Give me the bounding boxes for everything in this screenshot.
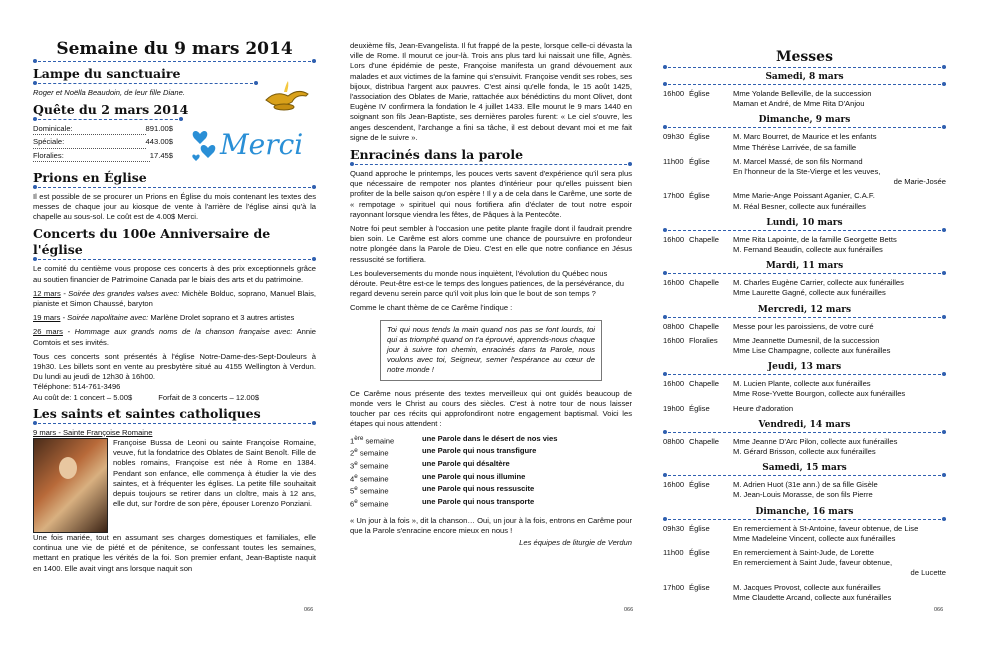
divider: [663, 374, 946, 376]
mass-entry: 11h00 Église En remerciement à Saint-Jude, de Lorette: [663, 548, 874, 558]
mass-entry: de Lucette: [910, 568, 946, 578]
saint-subhead: 9 mars - Sainte Françoise Romaine: [33, 427, 153, 437]
divider: [33, 61, 316, 63]
saint-text-end: deuxième fils, Jean-Evangelista. Il fut frappé de la peste, lorsque celle-ci dévasta la ville de Rome. Il mourut ce jour-là. Trois ans plus tard lui naissait une fille, Agnès. Lors d'une épidémie de peste, Françoise manifesta un grand dévouement aux malades et aux victimes de la famine qui s'ensuivit. Françoise vendit ses robes, ses bijoux, distribua l'argent aux pauvres. C'est ainsi qu'elle fonda, le 15 août 1425, l'association des Oblates de Marie, rattachée aux bénédictins du mont Olivet, dont Eugène IV confirmera la fondation le 4 juillet 1433. Elle mourut le 9 mars 1440 en soignant son fils Jean-Baptiste, ses dernières paroles furent: « Le ciel s'ouvre, les anges descendent, l'archange a fini sa tâche, il est debout devant moi et me fait signe de le suivre ».: [350, 41, 632, 142]
concerts-info: Tous ces concerts sont présentés à l'église Notre-Dame-des-Sept-Douleurs à 19h30. Les billets sont en vente au presbytère situé au 4155 Wellington à Verdun. Du lundi au jeudi de 12h30 à 16h00. Téléphone: 514-761-3496 Au coût de: 1 concert – 5.00$ Forfait de 3 concerts – 12.00$: [33, 351, 316, 402]
mass-entry: de Marie-Josée: [893, 177, 946, 187]
merci-hearts-icon: [190, 124, 304, 166]
divider: [663, 84, 946, 86]
paragraph: « Un jour à la fois », dit la chanson… Oui, un jour à la fois, entrons en Carême pour que la Parole s'enracine encore mieux en nous !: [350, 515, 632, 536]
mass-entry: 16h00 Chapelle M. Charles Eugène Carrier, collecte aux funérailles: [663, 278, 904, 288]
mass-entry: 16h00 Église M. Adrien Huot (31e ann.) de sa fille Gisèle: [663, 480, 878, 490]
mass-day-heading: Dimanche, 16 mars: [755, 506, 854, 517]
saint-painting: [33, 438, 108, 533]
concert-item: 19 mars - Soirée napolitaine avec: Marlène Drolet soprano et 3 autres artistes: [33, 313, 295, 323]
divider: [350, 164, 632, 166]
mass-entry: 16h00 Chapelle M. Lucien Plante, collecte aux funérailles: [663, 379, 871, 389]
saint-text-continued: Une fois mariée, tout en assumant ses charges domestiques et familiales, elle continua une vie de piété et de pénitence, se confessant toutes les semaines, mettant en pratique les vérités de la foi. Son premier enfant, Jean-Baptiste naquit en 1400. Elle avait vingt ans lorsque naquit son: [33, 533, 316, 573]
page-number: 066: [304, 607, 314, 613]
paragraph: Notre foi peut sembler à l'occasion une petite plante fragile dont il faudrait prendre bien soin. Le Carême est alors comme une chance de poursuivre en profondeur notre plongée dans la Parole de Dieu. C'est en elle que notre confiance en Jésus ressuscité se fortifiera.: [350, 224, 632, 264]
divider: [663, 273, 946, 275]
quete-row: Spéciale: 443.00$: [33, 137, 173, 150]
paragraph: Ce Carême nous présente des textes merveilleux qui ont guidés beaucoup de monde vers le Christ au cours des siècles. C'est à notre tour de nous laisser toucher par ces récits qui approfondiront notre engagement baptismal. Voici les étapes qui nous attendent :: [350, 388, 632, 429]
mass-entry: 08h00 Chapelle Mme Jeanne D'Arc Pilon, collecte aux funérailles: [663, 436, 898, 446]
week-row: 3e semaine une Parole qui désaltère: [350, 458, 510, 471]
page-number: 066: [934, 607, 944, 613]
column-middle: [350, 41, 632, 621]
mass-entry: 16h00 Floralies Mme Jeannette Dumesnil, de la succession: [663, 335, 880, 345]
concert-item: 12 mars - Soirée des grandes valses avec: Michèle Bolduc, soprano, Manuel Blais, pianiste et Simon Chaussé, baryton: [33, 288, 316, 309]
mass-entry: M. Réal Besner, collecte aux funérailles: [733, 201, 866, 211]
mass-entry: Maman et André, de Mme Rita D'Anjou: [733, 99, 865, 109]
mass-entry: M. Fernand Beaudin, collecte aux funérailles: [733, 245, 883, 255]
week-row: 6e semaine une Parole qui nous transporte: [350, 497, 535, 509]
mass-entry: 08h00 Chapelle Messe pour les paroissiens, de votre curé: [663, 321, 874, 331]
divider: [33, 423, 316, 425]
mass-entry: 17h00 Église Mme Marie-Ange Poissant Aganier, C.A.F.: [663, 191, 875, 201]
mass-entry: En l'honneur de la Ste-Vierge et les veuves,: [733, 167, 881, 177]
saints-heading: Les saints et saintes catholiques: [33, 405, 261, 421]
mass-day-heading: Mercredi, 12 mars: [757, 304, 852, 315]
mass-day-heading: Lundi, 10 mars: [766, 217, 843, 228]
lampe-heading: Lampe du sanctuaire: [33, 66, 181, 81]
divider: [663, 67, 946, 69]
oil-lamp-icon: [262, 80, 314, 114]
mass-entry: Mme Lise Champagne, collecte aux funérailles: [733, 346, 891, 356]
week-row: 2e semaine une Parole qui nous transfigure: [350, 446, 537, 458]
mass-entry: 19h00 Église Heure d'adoration: [663, 403, 794, 413]
divider: [663, 432, 946, 434]
concert-item: 26 mars - Hommage aux grands noms de la chanson française avec: Annie Comtois et ses invités.: [33, 327, 316, 347]
prions-text: Il est possible de se procurer un Prions en Église du mois contenant les textes des messes de chaque jour au kiosque de vente à l'arrière de l'église ainsi qu'à la chapelle au sous-sol. Le coût est de 4.00$ Merci.: [33, 191, 316, 222]
mass-entry: Mme Rose-Yvette Bourgon, collecte aux funérailles: [733, 389, 906, 399]
mass-entry: 16h00 Chapelle Mme Rita Lapointe, de la famille Georgette Betts: [663, 234, 897, 244]
mass-entry: 09h30 Église En remerciement à St-Antoine, faveur obtenue, de Lise: [663, 523, 919, 533]
quete-row: Dominicale: 891.00$: [33, 124, 173, 137]
mass-day-heading: Dimanche, 9 mars: [758, 115, 851, 126]
mass-day-heading: Samedi, 15 mars: [762, 463, 847, 474]
paragraph: Comme le chant thème de ce Carême l'indique :: [350, 303, 513, 313]
mass-entry: M. Jean-Louis Morasse, de son fils Pierre: [733, 490, 873, 500]
divider: [663, 127, 946, 129]
quete-heading: Quête du 2 mars 2014: [33, 102, 189, 118]
concerts-intro: Le comité du centième vous propose ces concerts à des prix exceptionnels grâce au soutien financier de Patrimoine Canada par le biais des arts et du patrimoine.: [33, 264, 316, 284]
paragraph: Quand approche le printemps, les pouces verts savent d'expérience qu'il sera plus que nécessaire de rempoter nos plantes d'intérieur pour qu'elles puissent bien profiter de la belle saison qu'on espère ! Il y a de cela dans le Carême, une sorte de « rempotage » spirituel qui nous fortifiera afin d'éclater de tout notre espoir rayonnant lorsque viendra les fêtes, de Pâques à la Pentecôte.: [350, 169, 632, 219]
weeks-list: [350, 434, 632, 510]
week-row: 5e semaine une Parole qui nous ressuscite: [350, 484, 535, 496]
signature: Les équipes de liturgie de Verdun: [519, 538, 632, 548]
divider: [33, 119, 183, 121]
mass-entry: M. Gérard Brisson, collecte aux funérailles: [733, 447, 876, 457]
divider: [33, 187, 316, 189]
mass-day-heading: Vendredi, 14 mars: [758, 419, 851, 430]
mass-entry: Mme Thérèse Larrivée, de sa famille: [733, 142, 857, 152]
mass-entry: 11h00 Église M. Marcel Massé, de son fils Normand: [663, 156, 863, 166]
mass-entry: 17h00 Église M. Jacques Provost, collecte aux funérailles: [663, 582, 881, 592]
divider: [663, 519, 946, 521]
saint-text: Françoise Bussa de Leoni ou sainte Françoise Romaine, veuve, fut la fondatrice des Oblates de Saint Benoît. Fille de nobles romains, Françoise est née à Rome en 1384. Pendant son enfance, elle commença à étudier la vie des saintes, et à fréquenter les églises. La petite fille souhaitait depuis toujours se retirer dans un cloître, mais à 12 ans, elle dut, sur l'ordre de son père, épouser Lorenzo Ponziani.: [113, 438, 316, 509]
week-row: 4e semaine une Parole qui nous illumine: [350, 471, 526, 484]
concerts-heading: Concerts du 100e Anniversaire de l'église: [33, 226, 271, 258]
column-right: [663, 48, 946, 628]
quete-row: Floralies: 17.45$: [33, 151, 173, 164]
mass-entry: 16h00 Église Mme Yolande Belleville, de la succession: [663, 89, 872, 98]
prayer-box: Toi qui nous tends la main quand nos pas se font lourds, toi qui as triomphé quand on t'a éprouvé, apprends-nous chaque jour à suivre ton chemin, enracinés dans ta Parole, nous voulons avec toi, Seigneur, semer l'espérance au cœur de notre monde !: [380, 320, 602, 381]
mass-day-heading: Mardi, 11 mars: [765, 261, 844, 272]
divider: [33, 83, 258, 85]
divider: [663, 317, 946, 319]
mass-entry: Mme Laurette Gagné, collecte aux funérailles: [733, 288, 886, 298]
week-row: 1ère semaine une Parole dans le désert de nos vies: [350, 433, 558, 446]
prions-heading: Prions en Église: [33, 169, 147, 185]
mass-day-heading: Samedi, 8 mars: [765, 72, 844, 82]
messes-title: Messes: [776, 49, 833, 65]
mass-schedule: [663, 72, 946, 607]
divider: [663, 230, 946, 232]
saint-block: [33, 438, 316, 533]
merci-text: Merci: [220, 128, 304, 161]
mass-entry: 09h30 Église M. Marc Bourret, de Maurice et les enfants: [663, 132, 877, 142]
divider: [663, 475, 946, 477]
mass-entry: En remerciement à Saint Jude, faveur obtenue,: [733, 558, 893, 568]
divider: [33, 259, 316, 261]
page-title: Semaine du 9 mars 2014: [56, 39, 293, 59]
mass-entry: Mme Madeleine Vincent, collecte aux funérailles: [733, 533, 896, 543]
lampe-text: Roger et Noëlla Beaudoin, de leur fille Diane.: [33, 88, 185, 97]
mass-entry: Mme Claudette Arcand, collecte aux funérailles: [733, 592, 892, 602]
mass-day-heading: Jeudi, 13 mars: [767, 362, 842, 373]
enracines-heading: Enracinés dans la parole: [350, 147, 524, 163]
page-number: 066: [624, 607, 634, 613]
paragraph: Les bouleversements du monde nous inquiètent, l'évolution du Québec nous déroute. Peut-être est-ce le temps des longues patiences, de la persévérance, du regard devenu serein parce qu'il voit plus loin que le bout de son temps ?: [350, 268, 624, 299]
